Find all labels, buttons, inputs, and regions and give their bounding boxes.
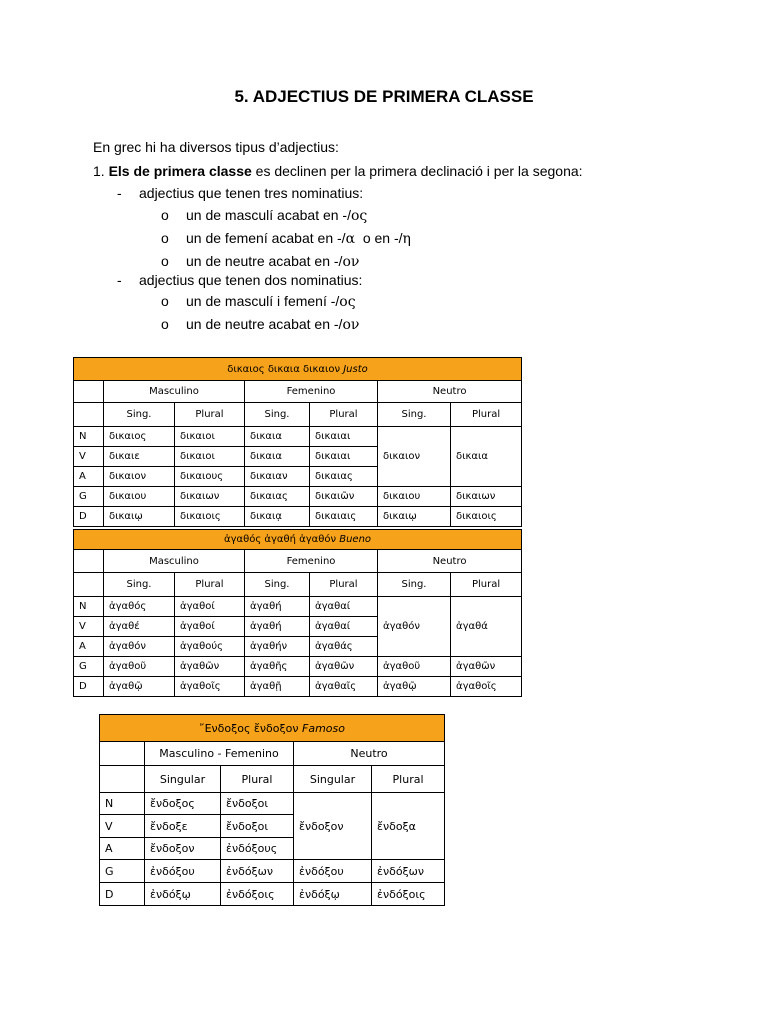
empty-cell	[74, 550, 104, 573]
form-cell: δικαιους	[175, 467, 245, 487]
empty-cell	[74, 403, 104, 427]
case-label: G	[74, 487, 104, 507]
table-row	[100, 883, 445, 906]
group-1-label: adjectius que tenen tres nominatius:	[139, 185, 364, 201]
form-cell: ἔνδοξος	[145, 793, 221, 815]
case-label: N	[74, 597, 104, 617]
form-cell-neuter-nva-sing: ἔνδοξον	[294, 793, 372, 860]
group-2-item-1	[186, 293, 356, 310]
number-header: Sing.	[245, 573, 310, 597]
point-1	[93, 163, 583, 179]
group-2-item-1-marker: o	[161, 293, 169, 309]
form-cell: ἔνδοξοι	[221, 815, 294, 838]
form-cell: δικαιοις	[175, 507, 245, 527]
case-label: V	[100, 815, 145, 838]
table-title	[100, 715, 445, 742]
form-cell: ἐνδόξων	[372, 860, 445, 883]
form-cell: ἀγαθόν	[104, 637, 175, 657]
empty-cell	[100, 742, 145, 766]
gender-header-row	[74, 550, 522, 573]
form-cell-neuter-nva-sing: δικαιον	[378, 427, 451, 487]
gender-neuter: Neutro	[378, 381, 522, 403]
table-row	[100, 793, 445, 815]
table-row	[74, 677, 522, 697]
table-row	[74, 657, 522, 677]
form-cell: ἀγαθοῖς	[451, 677, 522, 697]
form-cell: ἀγαθῶν	[310, 657, 378, 677]
form-cell: δικαιας	[310, 467, 378, 487]
gender-masculine: Masculino	[104, 550, 245, 573]
number-header: Singular	[294, 766, 372, 793]
number-header: Plural	[372, 766, 445, 793]
case-label: D	[74, 507, 104, 527]
form-cell: ἀγαθέ	[104, 617, 175, 637]
form-cell: δικαιον	[104, 467, 175, 487]
number-header: Sing.	[378, 403, 451, 427]
declension-table-endoxos	[99, 714, 445, 906]
form-cell: δικαια	[245, 427, 310, 447]
form-cell: δικαιαις	[310, 507, 378, 527]
form-cell: ἀγαθαί	[310, 597, 378, 617]
form-cell: δικαιου	[378, 487, 451, 507]
number-header: Plural	[175, 403, 245, 427]
case-label: N	[100, 793, 145, 815]
form-cell: δικαιων	[175, 487, 245, 507]
form-cell: ἐνδόξους	[221, 838, 294, 860]
form-cell: ἔνδοξοι	[221, 793, 294, 815]
form-cell: δικαιας	[245, 487, 310, 507]
form-cell: δικαιοι	[175, 447, 245, 467]
point-1-number: 1.	[93, 163, 105, 179]
form-cell: δικαιου	[104, 487, 175, 507]
form-cell: δικαιῳ	[104, 507, 175, 527]
form-cell: δικαια	[245, 447, 310, 467]
point-1-rest: es declinen per la primera declinació i per la segona:	[255, 163, 583, 179]
empty-cell	[74, 573, 104, 597]
table-row	[74, 597, 522, 617]
form-cell: ἐνδόξῳ	[294, 883, 372, 906]
form-cell: δικαιοι	[175, 427, 245, 447]
form-cell: ἀγαθάς	[310, 637, 378, 657]
form-cell: ἀγαθούς	[175, 637, 245, 657]
form-cell-neuter-nva-plural: δικαια	[451, 427, 522, 487]
number-header: Plural	[451, 403, 522, 427]
item-text: un de femení acabat en -/	[186, 230, 346, 246]
form-cell: δικαιαν	[245, 467, 310, 487]
table-title-row	[74, 358, 522, 381]
case-label: A	[100, 838, 145, 860]
group-1-item-2-marker: o	[161, 230, 169, 246]
declension-table-dikaios	[73, 357, 522, 527]
case-label: D	[100, 883, 145, 906]
number-header: Sing.	[104, 573, 175, 597]
form-cell: ἐνδόξου	[145, 860, 221, 883]
page-title: 5. ADJECTIUS DE PRIMERA CLASSE	[234, 87, 534, 106]
form-cell: ἀγαθοῖς	[175, 677, 245, 697]
form-cell-neuter-nva-plural: ἔνδοξα	[372, 793, 445, 860]
form-cell: δικαιῶν	[310, 487, 378, 507]
form-cell: δικαιᾳ	[245, 507, 310, 527]
form-cell: ἐνδόξῳ	[145, 883, 221, 906]
point-1-bold: Els de primera classe	[108, 163, 252, 179]
form-cell: ἀγαθήν	[245, 637, 310, 657]
form-cell: ἀγαθοῦ	[104, 657, 175, 677]
form-cell: ἀγαθή	[245, 597, 310, 617]
greek-ending: ος	[351, 208, 368, 224]
item-text: un de neutre acabat en -/	[186, 316, 343, 332]
table-row	[74, 427, 522, 447]
case-label: D	[74, 677, 104, 697]
case-label: N	[74, 427, 104, 447]
form-cell: ἀγαθαῖς	[310, 677, 378, 697]
number-header-row	[100, 766, 445, 793]
item-text: un de masculí i femení -/	[186, 293, 340, 309]
case-label: V	[74, 617, 104, 637]
group-2-item-2	[186, 316, 359, 333]
group-1-item-1	[186, 207, 367, 224]
greek-ending: ον	[342, 317, 360, 333]
form-cell: ἀγαθῷ	[378, 677, 451, 697]
form-cell: ἀγαθοῦ	[378, 657, 451, 677]
case-label: A	[74, 467, 104, 487]
form-cell: ἀγαθῆς	[245, 657, 310, 677]
form-cell: ἀγαθῶν	[451, 657, 522, 677]
number-header-row	[74, 573, 522, 597]
greek-ending: ον	[342, 254, 360, 270]
group-1-item-3-marker: o	[161, 253, 169, 269]
form-cell: δικαιος	[104, 427, 175, 447]
title-latin: Famoso	[302, 721, 345, 735]
title-greek: ἀγαθός ἀγαθή ἀγαθόν	[224, 534, 337, 545]
number-header: Plural	[310, 403, 378, 427]
form-cell: δικαιων	[451, 487, 522, 507]
item-text: un de neutre acabat en -/	[186, 253, 343, 269]
form-cell: ἔνδοξον	[145, 838, 221, 860]
gender-neuter: Neutro	[294, 742, 445, 766]
greek-ending: α	[345, 231, 356, 247]
title-latin: Bueno	[339, 534, 372, 545]
gender-feminine: Femenino	[245, 550, 378, 573]
case-label: A	[74, 637, 104, 657]
number-header-row	[74, 403, 522, 427]
gender-masc-fem: Masculino - Femenino	[145, 742, 294, 766]
number-header: Plural	[221, 766, 294, 793]
table-row	[100, 860, 445, 883]
table-title-row	[100, 715, 445, 742]
number-header: Singular	[145, 766, 221, 793]
gender-feminine: Femenino	[245, 381, 378, 403]
empty-cell	[74, 381, 104, 403]
greek-ending-2: η	[402, 231, 411, 247]
intro-text: En grec hi ha diversos tipus d’adjectius:	[93, 139, 339, 155]
form-cell: ἐνδόξου	[294, 860, 372, 883]
gender-header-row	[100, 742, 445, 766]
title-latin: Justo	[343, 363, 368, 375]
group-1-item-2	[186, 230, 411, 247]
form-cell: ἐνδόξοις	[221, 883, 294, 906]
table-title	[74, 358, 522, 381]
gender-neuter: Neutro	[378, 550, 522, 573]
group-2-label: adjectius que tenen dos nominatius:	[139, 272, 363, 288]
table-row	[74, 507, 522, 527]
form-cell: ἀγαθοί	[175, 617, 245, 637]
table-row	[74, 487, 522, 507]
group-1-bullet: -	[117, 185, 122, 201]
form-cell: δικαιε	[104, 447, 175, 467]
form-cell: δικαιῳ	[378, 507, 451, 527]
form-cell: ἀγαθός	[104, 597, 175, 617]
form-cell-neuter-nva-sing: ἀγαθόν	[378, 597, 451, 657]
group-1-item-1-marker: o	[161, 207, 169, 223]
form-cell: ἀγαθῶν	[175, 657, 245, 677]
form-cell: ἐνδόξων	[221, 860, 294, 883]
greek-ending: ος	[339, 294, 356, 310]
number-header: Plural	[175, 573, 245, 597]
item-text-2: o en -/	[362, 230, 403, 246]
form-cell: ἀγαθοί	[175, 597, 245, 617]
title-greek: δικαιος δικαια δικαιον	[227, 363, 341, 375]
number-header: Sing.	[245, 403, 310, 427]
declension-table-agathos	[73, 529, 522, 697]
gender-masculine: Masculino	[104, 381, 245, 403]
group-2-item-2-marker: o	[161, 316, 169, 332]
gender-header-row	[74, 381, 522, 403]
case-label: G	[74, 657, 104, 677]
form-cell: ἀγαθαί	[310, 617, 378, 637]
group-1-item-3	[186, 253, 359, 270]
number-header: Sing.	[104, 403, 175, 427]
form-cell: ἀγαθῇ	[245, 677, 310, 697]
form-cell: ἐνδόξοις	[372, 883, 445, 906]
form-cell: δικαιαι	[310, 427, 378, 447]
table-title-row	[74, 530, 522, 550]
form-cell: δικαιοις	[451, 507, 522, 527]
empty-cell	[100, 766, 145, 793]
form-cell: ἀγαθή	[245, 617, 310, 637]
table-title	[74, 530, 522, 550]
title-greek: ῎Ενδοξος ἔνδοξον	[199, 721, 299, 735]
case-label: G	[100, 860, 145, 883]
number-header: Plural	[310, 573, 378, 597]
group-2-bullet: -	[117, 272, 122, 288]
form-cell-neuter-nva-plural: ἀγαθά	[451, 597, 522, 657]
form-cell: ἔνδοξε	[145, 815, 221, 838]
case-label: V	[74, 447, 104, 467]
item-text: un de masculí acabat en -/	[186, 207, 351, 223]
form-cell: ἀγαθῷ	[104, 677, 175, 697]
number-header: Sing.	[378, 573, 451, 597]
form-cell: δικαιαι	[310, 447, 378, 467]
number-header: Plural	[451, 573, 522, 597]
